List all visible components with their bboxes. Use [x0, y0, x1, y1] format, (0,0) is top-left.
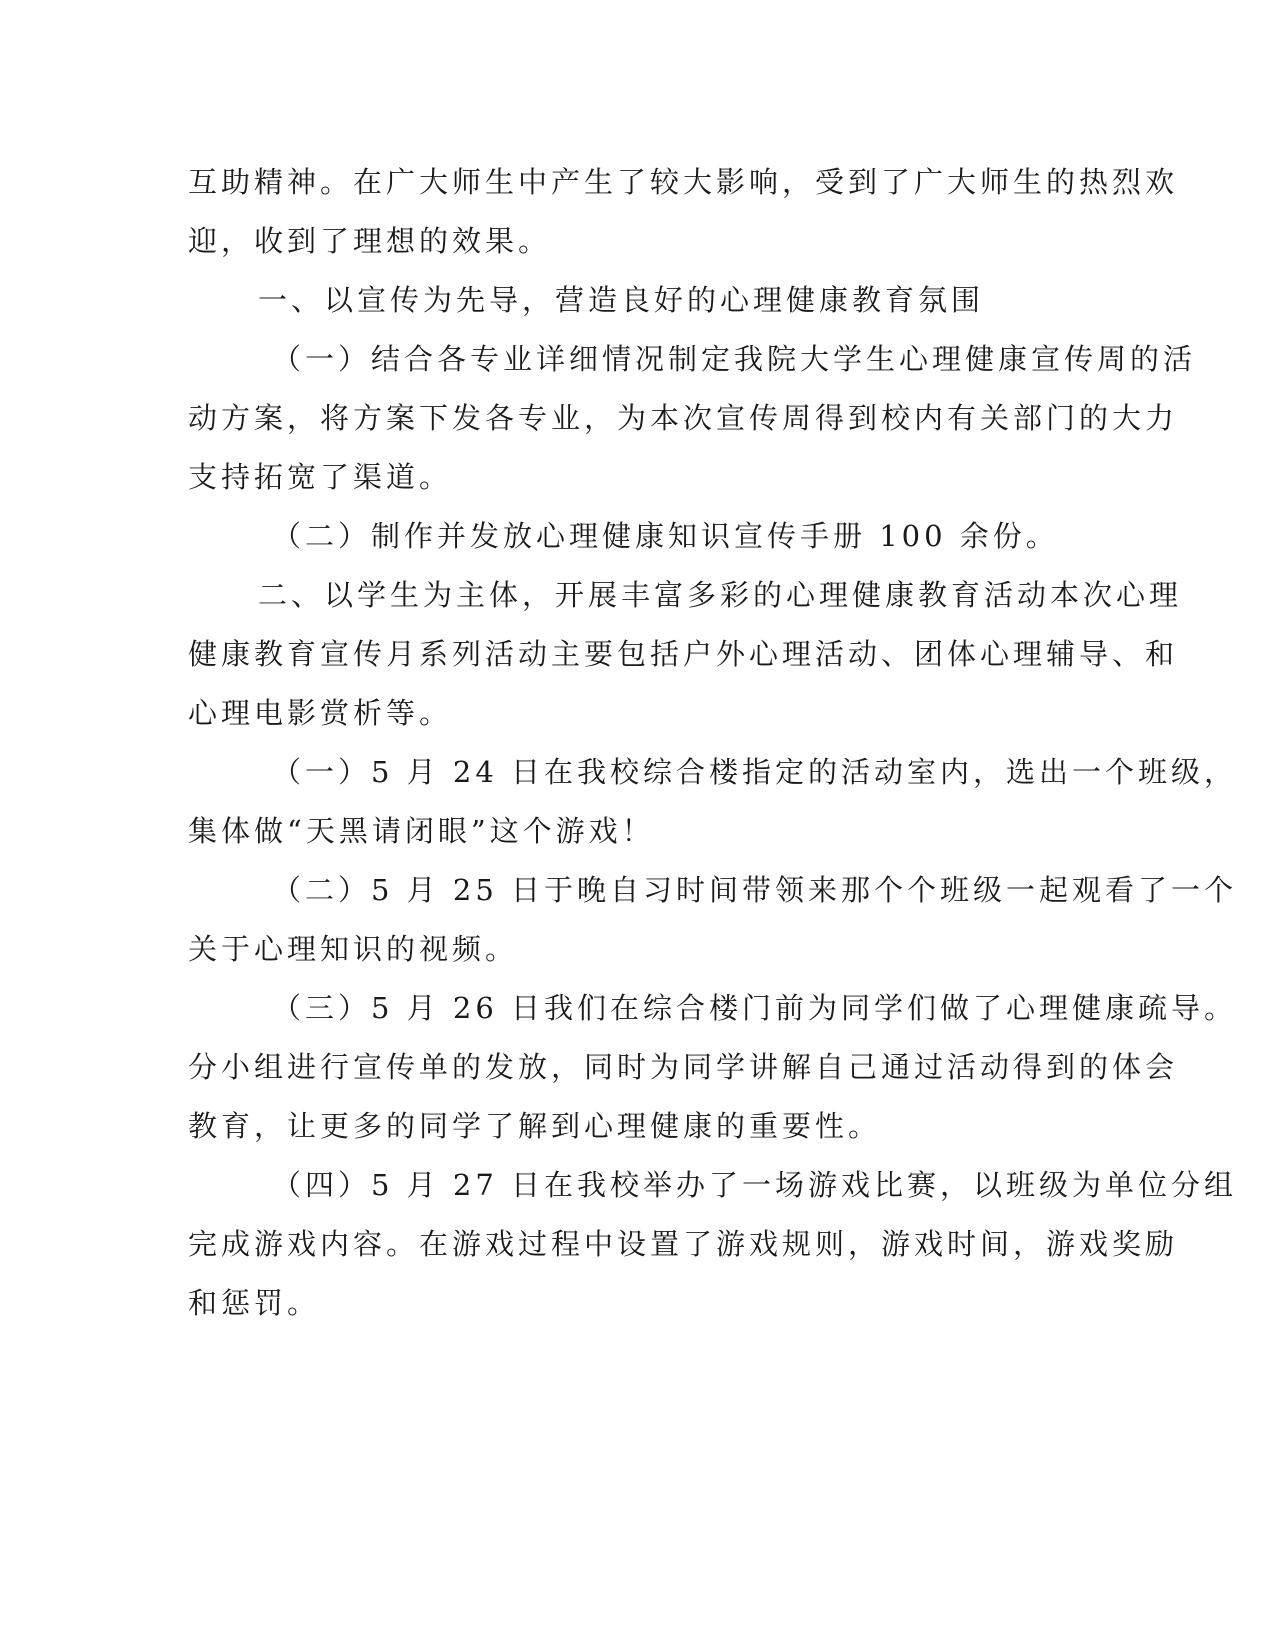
body-line-10: 心理电影赏析等。 [188, 696, 453, 730]
body-line-4: （一）结合各专业详细情况制定我院大学生心理健康宣传周的活 [272, 342, 1197, 376]
body-line-12: 集体做“天黑请闭眼”这个游戏！ [188, 814, 655, 848]
section-heading-1: 一、以宣传为先导，营造良好的心理健康教育氛围 [258, 283, 985, 317]
body-line-15: （三）5 月 26 日我们在综合楼门前为同学们做了心理健康疏导。 [272, 991, 1238, 1025]
body-line-11: （一）5 月 24 日在我校综合楼指定的活动室内，选出一个班级， [272, 755, 1238, 789]
body-line-16: 分小组进行宣传单的发放，同时为同学讲解自己通过活动得到的体会 [188, 1050, 1179, 1084]
body-line-6: 支持拓宽了渠道。 [188, 460, 453, 494]
body-line-7: （二）制作并发放心理健康知识宣传手册 100 余份。 [272, 519, 1059, 553]
section-heading-2: 二、以学生为主体，开展丰富多彩的心理健康教育活动本次心理 [258, 578, 1183, 612]
body-line-2: 迎，收到了理想的效果。 [188, 224, 552, 258]
body-line-20: 和惩罚。 [188, 1286, 321, 1320]
body-line-9: 健康教育宣传月系列活动主要包括户外心理活动、团体心理辅导、和 [188, 637, 1179, 671]
body-line-18: （四）5 月 27 日在我校举办了一场游戏比赛，以班级为单位分组 [272, 1168, 1238, 1202]
body-line-17: 教育，让更多的同学了解到心理健康的重要性。 [188, 1109, 882, 1143]
body-line-5: 动方案，将方案下发各专业，为本次宣传周得到校内有关部门的大力 [188, 401, 1179, 435]
body-line-19: 完成游戏内容。在游戏过程中设置了游戏规则，游戏时间，游戏奖励 [188, 1227, 1179, 1261]
body-line-14: 关于心理知识的视频。 [188, 932, 519, 966]
body-line-1: 互助精神。在广大师生中产生了较大影响，受到了广大师生的热烈欢 [188, 165, 1179, 199]
body-line-13: （二）5 月 25 日于晚自习时间带领来那个个班级一起观看了一个 [272, 873, 1238, 907]
